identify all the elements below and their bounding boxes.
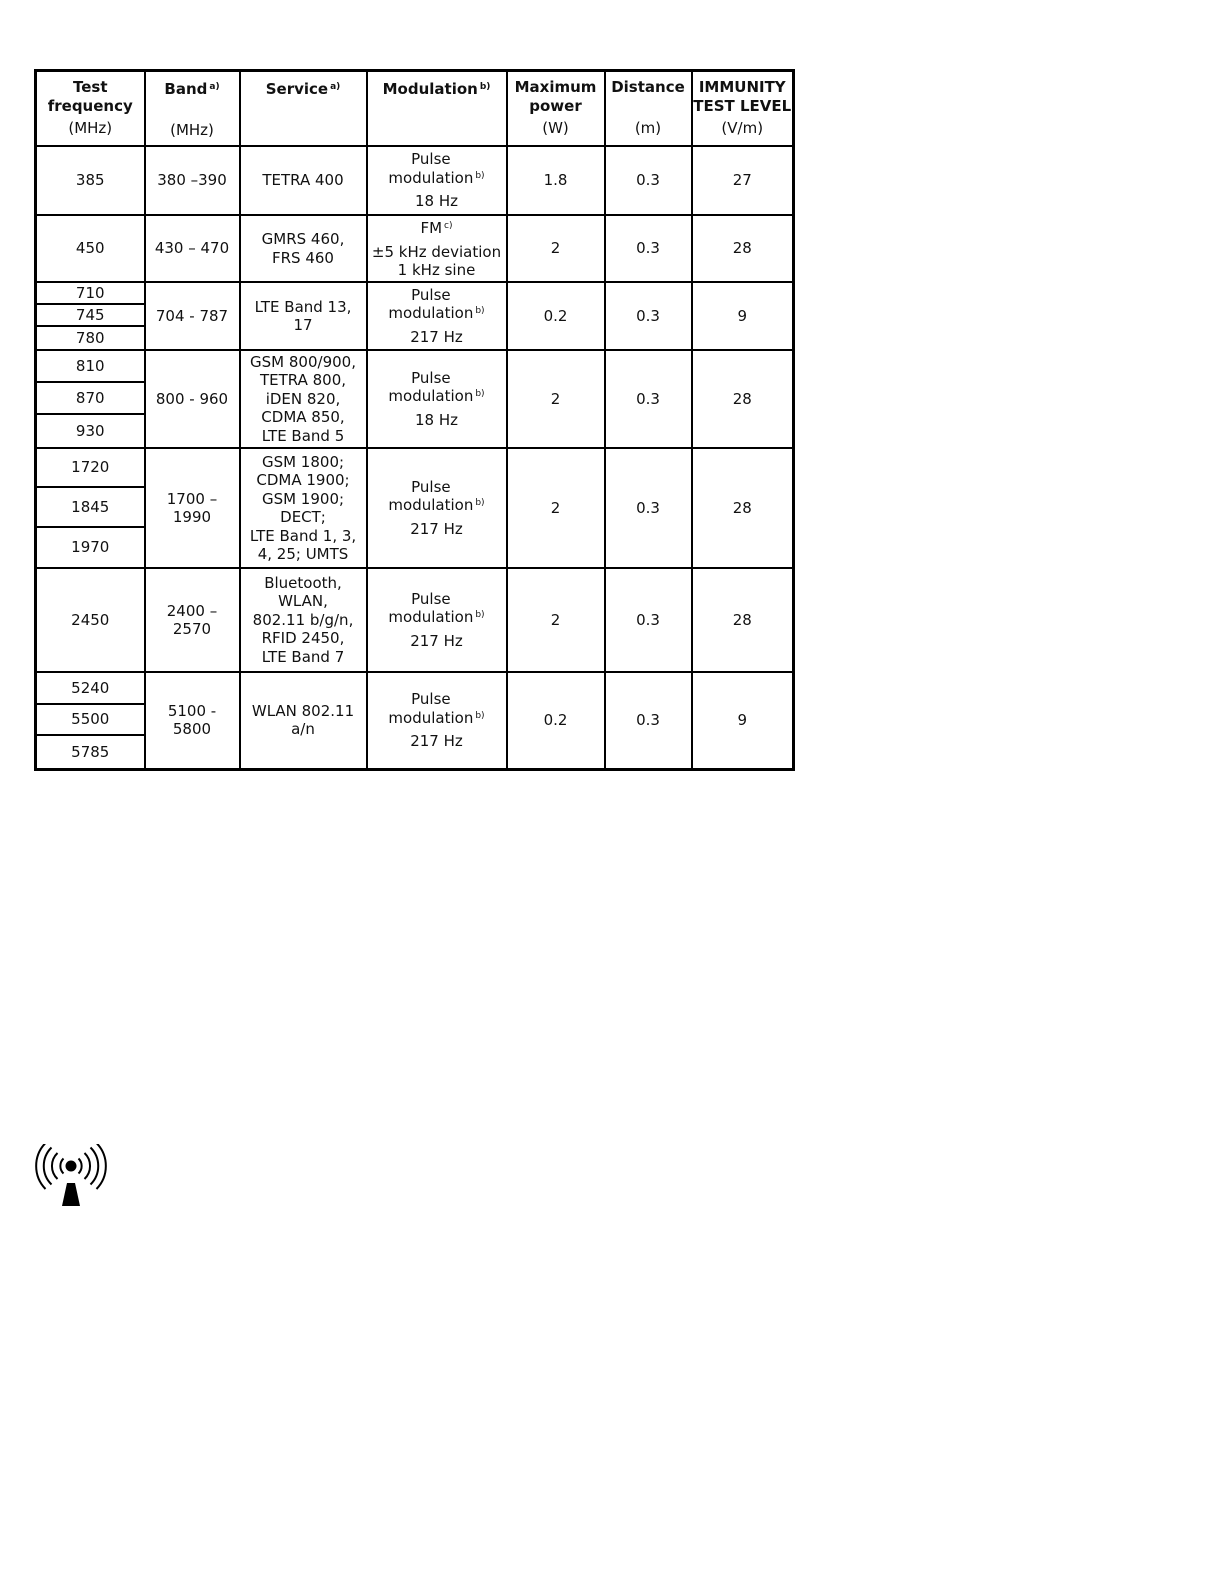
frequency-stack [37,351,144,447]
table-row [36,672,794,769]
frequency-stack [37,283,144,349]
table-row [36,215,794,282]
cell-band [145,350,240,448]
cell-service-text: GMRS 460, FRS 460 [261,230,345,267]
cell-band [145,672,240,769]
table-row [36,448,794,568]
header-label: Service [265,80,329,98]
cell-modulation [367,448,507,568]
cell-distance [605,282,692,350]
cell-band-text: 430 – 470 [154,239,230,258]
table-row [36,350,794,448]
header-immunity-test-level [692,71,794,147]
cell-band [145,282,240,350]
cell-immunity-test-level [692,215,794,282]
cell-modulation [367,350,507,448]
cell-service-text: WLAN 802.11 a/n [251,701,355,739]
cell-service [240,568,367,672]
footnote-mark: b) [479,82,491,92]
frequency-value: 810 [37,351,144,383]
cell-immunity-test-level-text: 9 [737,711,748,730]
cell-band [145,568,240,672]
cell-modulation [367,568,507,672]
frequency-stack [37,449,144,567]
cell-immunity-test-level-text: 9 [737,306,748,325]
cell-maximum-power-text: 0.2 [543,711,568,730]
cell-maximum-power [507,448,605,568]
modulation-type: Pulse modulation [388,589,474,627]
frequency-value: 930 [75,421,105,440]
header-label: Band [164,80,208,98]
cell-distance-text: 0.3 [636,171,660,190]
footnote-mark: b) [475,498,485,509]
cell-modulation [367,672,507,769]
frequency-value: 5240 [37,673,144,705]
cell-service [240,672,367,769]
frequency-value: 745 [37,305,144,327]
cell-distance-text: 0.3 [636,389,660,408]
modulation-content [368,286,506,347]
cell-maximum-power [507,350,605,448]
table-body [36,146,794,769]
header-modulation [367,71,507,147]
cell-test-frequency [36,146,145,215]
cell-service-text: Bluetooth, WLAN, 802.11 b/g/n, RFID 2450, LTE Band 7 [252,573,354,666]
cell-immunity-test-level-text: 28 [732,610,752,629]
frequency-value: 5785 [71,742,110,761]
cell-maximum-power [507,215,605,282]
cell-modulation [367,215,507,282]
header-label: Test frequency [47,78,133,115]
cell-service [240,215,367,282]
header-label: Maximum power [514,78,597,115]
cell-immunity-test-level-text: 28 [732,498,752,517]
cell-distance [605,146,692,215]
cell-distance-text: 0.3 [636,306,660,325]
modulation-type: FM [420,219,443,238]
cell-band [145,215,240,282]
cell-immunity-test-level-text: 27 [732,171,752,190]
cell-distance [605,672,692,769]
header-service [240,71,367,147]
modulation-content [368,369,506,430]
modulation-detail: 18 Hz [414,410,458,429]
radiation-symbol-graphic [34,1144,108,1210]
cell-band-text: 704 - 787 [155,306,229,325]
cell-service-text: LTE Band 13, 17 [254,297,352,334]
header-unit: (MHz) [170,120,214,139]
footnote-mark: b) [475,710,485,721]
frequency-value: 2450 [71,610,110,629]
header-test-frequency [36,71,145,147]
table-row [36,146,794,215]
modulation-content [368,217,506,280]
modulation-detail: 217 Hz [410,631,463,650]
header-label: Distance [611,78,685,96]
cell-service [240,448,367,568]
cell-service [240,282,367,350]
header-unit: (m) [634,118,662,137]
cell-immunity-test-level-text: 28 [732,239,752,258]
modulation-content [368,478,506,539]
frequency-value: 385 [75,171,105,190]
non-ionizing-radiation-icon [34,1144,108,1210]
modulation-detail: 217 Hz [410,732,463,751]
cell-test-frequency [36,215,145,282]
cell-maximum-power-text: 2 [550,389,561,408]
cell-maximum-power [507,672,605,769]
table-header-row [36,71,794,147]
header-maximum-power [507,71,605,147]
modulation-detail: 18 Hz [414,192,458,211]
cell-band [145,146,240,215]
header-unit: (W) [542,119,569,137]
cell-test-frequency [36,568,145,672]
modulation-detail: 217 Hz [410,519,463,538]
frequency-value: 780 [75,328,105,347]
cell-test-frequency [36,448,145,568]
footnote-mark: a) [209,82,220,92]
cell-maximum-power-text: 2 [550,610,561,629]
frequency-value: 710 [37,283,144,305]
cell-test-frequency [36,672,145,769]
cell-immunity-test-level [692,146,794,215]
cell-service-text: GSM 1800; CDMA 1900; GSM 1900; DECT; LTE Band 1, 3, 4, 25; UMTS [249,452,357,563]
cell-distance-text: 0.3 [636,498,660,517]
header-band [145,71,240,147]
footnote-mark: b) [475,170,485,181]
cell-distance [605,568,692,672]
frequency-value: 450 [75,239,105,258]
cell-band-text: 1700 – 1990 [166,489,218,526]
modulation-type: Pulse modulation [388,150,474,187]
cell-immunity-test-level [692,568,794,672]
footnote-mark: a) [330,82,341,92]
cell-immunity-test-level [692,282,794,350]
cell-maximum-power-text: 2 [550,498,561,517]
header-unit: (MHz) [68,119,113,137]
cell-distance-text: 0.3 [636,711,660,730]
header-label: Modulation [382,80,478,98]
cell-maximum-power-text: 1.8 [543,171,568,190]
cell-immunity-test-level-text: 28 [732,389,752,408]
frequency-value: 1720 [37,449,144,488]
frequency-value: 870 [37,383,144,415]
cell-distance [605,448,692,568]
footnote-mark: b) [475,389,485,400]
frequency-value: 1970 [71,538,110,557]
cell-modulation [367,282,507,350]
modulation-detail: 217 Hz [410,327,463,346]
cell-service [240,350,367,448]
cell-maximum-power [507,282,605,350]
cell-immunity-test-level [692,672,794,769]
modulation-type: Pulse modulation [388,285,474,323]
table-row [36,568,794,672]
cell-service [240,146,367,215]
cell-band [145,448,240,568]
cell-maximum-power-text: 2 [550,239,561,258]
cell-band-text: 800 - 960 [155,389,229,408]
cell-maximum-power-text: 0.2 [543,306,568,325]
cell-distance [605,215,692,282]
cell-distance-text: 0.3 [636,239,660,258]
cell-distance [605,350,692,448]
modulation-type: Pulse modulation [388,690,474,727]
footnote-mark: c) [444,221,453,232]
modulation-type: Pulse modulation [388,477,474,515]
cell-service-text: TETRA 400 [262,171,344,190]
header-label: IMMUNITY TEST LEVEL [693,78,792,115]
immunity-test-table [34,69,795,771]
cell-immunity-test-level [692,350,794,448]
cell-modulation [367,146,507,215]
cell-band-text: 380 –390 [157,171,227,190]
immunity-table-wrapper [34,69,795,771]
cell-test-frequency [36,282,145,350]
frequency-value: 1845 [37,488,144,527]
modulation-content [368,150,506,211]
footnote-mark: b) [475,306,485,317]
modulation-type: Pulse modulation [388,368,474,406]
cell-service-text: GSM 800/900, TETRA 800, iDEN 820, CDMA 850, LTE Band 5 [250,352,356,445]
modulation-detail: ±5 kHz deviation 1 kHz sine [371,242,502,280]
cell-test-frequency [36,350,145,448]
cell-band-text: 2400 – 2570 [166,601,218,638]
cell-band-text: 5100 - 5800 [167,701,217,739]
table-row [36,282,794,350]
header-distance [605,71,692,147]
modulation-content [368,690,506,751]
cell-maximum-power [507,146,605,215]
modulation-content [368,590,506,651]
cell-distance-text: 0.3 [636,610,660,629]
frequency-stack [37,673,144,768]
frequency-value: 5500 [37,705,144,737]
footnote-mark: b) [475,610,485,621]
cell-immunity-test-level [692,448,794,568]
header-unit: (V/m) [721,119,764,137]
cell-maximum-power [507,568,605,672]
